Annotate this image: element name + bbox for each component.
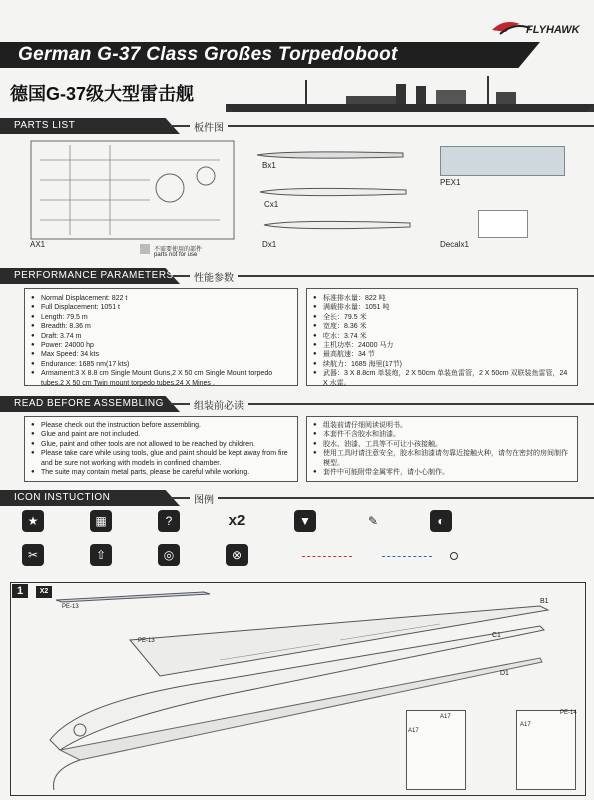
- perf-item-cn: ● 满载排水量：1051 吨: [313, 303, 571, 312]
- notice-item-cn: ● 本套件不含胶水和油漆。: [313, 430, 571, 439]
- step-label: B1: [540, 598, 549, 605]
- section-title: ICON INSTUCTION: [14, 492, 111, 503]
- hull-part-b: [255, 148, 405, 162]
- perf-item-cn: ● 主机功率：24000 马力: [313, 341, 571, 350]
- step-number: 1: [12, 584, 28, 598]
- part-label-d: Dx1: [262, 240, 277, 249]
- section-title-cn: 板件图: [190, 119, 228, 134]
- notice-item-cn: ● 组装前请仔细阅读说明书。: [313, 421, 571, 430]
- part-label-b: Bx1: [262, 161, 276, 170]
- notice-item: ● Glue, paint and other tools are not allowed to be reached by children.: [31, 440, 291, 449]
- parts-list-header: [0, 118, 594, 134]
- perf-item: ● Power: 24000 hp: [31, 341, 291, 350]
- hull-part-c: [258, 185, 408, 199]
- hull-part-d: [262, 218, 412, 232]
- part-label-decal: Decalx1: [440, 240, 469, 249]
- repeat-icon: ▦: [90, 510, 112, 532]
- ship-silhouette: [226, 76, 594, 116]
- read-before-header: [0, 396, 594, 412]
- open-hole-icon: ▼: [294, 510, 316, 532]
- perf-item: ● Endurance: 1685 nm(17 kts): [31, 360, 291, 369]
- fill-icon: ✎: [367, 514, 379, 528]
- step-label: A17: [440, 714, 451, 720]
- not-for-use-en: parts not for use: [154, 252, 198, 258]
- perf-item: ● Draft: 3.74 m: [31, 332, 291, 341]
- decal-sheet: [478, 210, 528, 238]
- curve-icon: ◎: [158, 544, 180, 566]
- step-label: A17: [408, 728, 419, 734]
- notice-item-cn: ● 胶水、油漆、工具等不可让小孩接触。: [313, 440, 571, 449]
- perf-item: ● Length: 79.5 m: [31, 313, 291, 322]
- notice-item: ● Please take care while using tools, glue and paint should be kept away from fire and be sure not working with models in confined chamber.: [31, 449, 291, 468]
- be-careful-icon: ✂: [22, 544, 44, 566]
- step-label: PE-14: [560, 710, 577, 716]
- performance-cn-box: [306, 288, 578, 386]
- section-title: PARTS LIST: [14, 120, 76, 131]
- not-for-use-cn: 不需要使用的部件: [154, 247, 203, 253]
- notice-item: ● Please check out the instruction before assembling.: [31, 421, 291, 430]
- brand-logo: [490, 16, 586, 38]
- performance-header: [0, 268, 594, 284]
- perf-item: ● Max Speed: 34 kts: [31, 350, 291, 359]
- read-before-en-box: [24, 416, 298, 482]
- part-label-c: Cx1: [264, 200, 279, 209]
- performance-en-box: [24, 288, 298, 386]
- sprue-a: [30, 140, 235, 240]
- step-label: D1: [500, 670, 509, 677]
- instant-glue-icon: ◐: [430, 510, 452, 532]
- apply-decal-icon: ★: [22, 510, 44, 532]
- notice-item: ● Glue and paint are not included.: [31, 430, 291, 439]
- optional-icon: ?: [158, 510, 180, 532]
- step-label: A17: [520, 722, 531, 728]
- notice-item-cn: ● 套件中可能附带金属零件，请小心制作。: [313, 468, 571, 477]
- perf-item: ● Normal Displacement: 822 t: [31, 294, 291, 303]
- cut-line-sample: [302, 556, 352, 557]
- icon-instruction-header: [0, 490, 594, 506]
- hull-assembly: [20, 600, 586, 795]
- fold-line-sample: [382, 556, 432, 557]
- perf-item-cn: ● 全长：79.5 米: [313, 313, 571, 322]
- section-title: PERFORMANCE PARAMETERS: [14, 270, 174, 281]
- notice-item-cn: ● 使用工具时请注意安全，胶水和油漆请勿靠近接触火种，请勿在密封的房间制作模型。: [313, 449, 571, 468]
- section-title-cn: 图例: [190, 491, 218, 506]
- perf-item-cn: ● 武器：3 X 8.8cm 单装炮，2 X 50cm 单装鱼雷管，2 X 50cm 双联装鱼雷管，24 X 水雷。: [313, 369, 571, 388]
- section-title-cn: 性能参数: [190, 269, 238, 284]
- step-label: PE-13: [138, 638, 155, 644]
- perf-item-cn: ● 标准排水量：822 吨: [313, 294, 571, 303]
- brand-name: FLYHAWK: [526, 24, 580, 36]
- step-label: PE-13: [62, 604, 79, 610]
- section-title: READ BEFORE ASSEMBLING: [14, 398, 164, 409]
- perf-item-cn: ● 续航力：1685 海里(17节): [313, 360, 571, 369]
- bend-icon: ⇧: [90, 544, 112, 566]
- perf-item-cn: ● 吃水：3.74 米: [313, 332, 571, 341]
- read-before-cn-box: [306, 416, 578, 482]
- detail-inset-1: [406, 710, 466, 790]
- times-two-icon: x2: [228, 512, 246, 529]
- perf-item-cn: ● 最高航速：34 节: [313, 350, 571, 359]
- part-label-pe: PEX1: [440, 178, 461, 187]
- symmetry-line-sample: [450, 552, 458, 560]
- perf-item: ● Breadth: 8.36 m: [31, 322, 291, 331]
- notice-item: ● The suite may contain metal parts, please be careful while working.: [31, 468, 291, 477]
- do-not-cement-icon: ⊗: [226, 544, 248, 566]
- step-qty-badge: X2: [36, 586, 52, 598]
- pe-fret: [440, 146, 565, 176]
- section-title-cn: 组装前必读: [190, 397, 248, 412]
- part-label-a: AX1: [30, 240, 46, 249]
- perf-item-cn: ● 宽度：8.36 米: [313, 322, 571, 331]
- page-title: German G-37 Class Großes Torpedoboot: [18, 44, 398, 65]
- icon-legend: [20, 508, 580, 574]
- page-title-cn: 德国G-37级大型雷击舰: [10, 84, 195, 104]
- step-label: C1: [492, 632, 501, 639]
- perf-item: ● Full Displacement: 1051 t: [31, 303, 291, 312]
- perf-item: ● Armament:3 X 8.8 cm Single Mount Guns,2 X 50 cm Single Mount torpedo tubes,2 X 50 cm Twin mount torpedo tubes,24 X Mines .: [31, 369, 291, 388]
